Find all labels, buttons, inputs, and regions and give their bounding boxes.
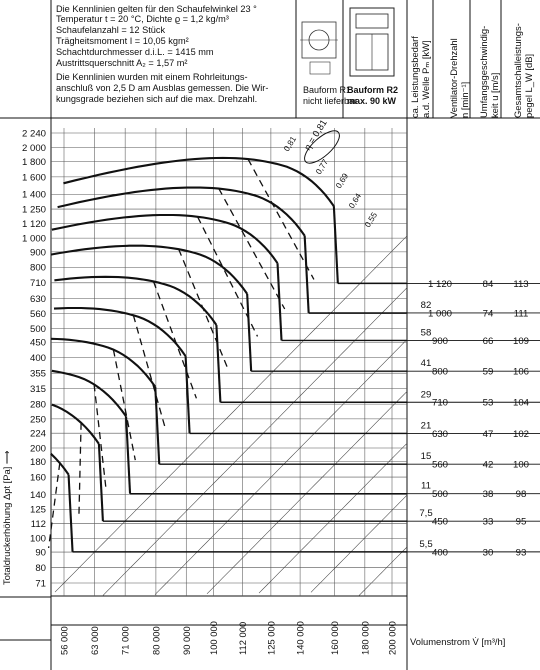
r2-subtitle: max. 90 kW [347, 96, 397, 106]
x-tick-label: 200 000 [386, 621, 398, 655]
y-axis-label: Totaldruckerhöhung Δpt [Pa] ⟶ [1, 450, 12, 585]
x-tick-label: 160 000 [329, 621, 341, 655]
col-power-line2: a.d. Welle Pₘ [kW] [420, 40, 431, 118]
y-tick-label: 1 000 [21, 233, 46, 245]
fan-r2-sketch [356, 14, 388, 28]
circ-speed-value: 53 [482, 397, 494, 409]
y-tick-label: 280 [29, 399, 46, 411]
col-noise-line2: pegel L_W [dB] [523, 53, 534, 118]
y-tick-label: 100 [29, 533, 46, 545]
speed-value: 900 [431, 335, 449, 347]
col-speed-line2: n [min⁻¹] [459, 81, 470, 118]
x-tick-label: 125 000 [265, 621, 277, 655]
col-noise-line1: Gesamtschalleistungs- [512, 23, 523, 118]
efficiency-dash [248, 159, 314, 279]
speed-value: 710 [431, 397, 449, 409]
speed-value: 1 120 [427, 278, 453, 290]
y-tick-label: 315 [29, 384, 46, 396]
y-tick-label: 71 [35, 578, 46, 590]
note-line: Die Kennlinien gelten für den Schaufelwinkel 23 ° [56, 4, 257, 14]
y-tick-label: 400 [29, 353, 46, 365]
power-value: 11 [421, 480, 431, 492]
y-tick-label: 450 [29, 337, 46, 349]
y-tick-label: 200 [29, 443, 46, 455]
noise-level-value: 109 [512, 335, 530, 347]
fan-curve-foot [216, 325, 220, 402]
circ-speed-value: 33 [482, 516, 494, 528]
circ-speed-value: 74 [482, 308, 494, 320]
y-tick-label: 112 [30, 518, 46, 530]
y-tick-label: 250 [29, 414, 46, 426]
y-tick-label: 80 [35, 562, 46, 574]
power-value: 58 [420, 327, 432, 339]
y-tick-label: 1 800 [21, 156, 46, 168]
y-tick-label: 160 [29, 472, 46, 484]
y-tick-label: 180 [29, 457, 46, 469]
y-tick-label: 630 [29, 293, 46, 305]
power-value: 41 [420, 358, 432, 370]
circ-speed-value: 47 [482, 428, 494, 440]
x-tick-label: 140 000 [294, 621, 306, 655]
efficiency-dash [79, 423, 81, 517]
col-circ-line1: Umfangsgeschwindig- [478, 25, 489, 118]
system-curve [103, 288, 407, 596]
noise-level-value: 102 [512, 428, 530, 440]
fan-curve-foot [69, 475, 73, 552]
x-tick-label: 71 000 [119, 626, 131, 655]
efficiency-dash [219, 189, 285, 309]
noise-level-value: 98 [515, 489, 527, 501]
circ-speed-value: 66 [482, 335, 494, 347]
x-tick-label: 63 000 [88, 626, 100, 655]
system-curve [55, 236, 407, 592]
power-value: 5,5 [419, 538, 433, 550]
r2-title: Bauform R2 [347, 85, 399, 95]
power-value: 82 [420, 299, 432, 311]
efficiency-label: 0,69 [334, 171, 351, 191]
fan-r1-sketch [310, 62, 330, 74]
speed-value: 560 [431, 459, 449, 471]
noise-level-value: 93 [515, 547, 527, 559]
x-tick-label: 90 000 [180, 626, 192, 655]
circ-speed-value: 38 [482, 489, 494, 501]
power-value: 15 [420, 451, 432, 463]
power-value: 21 [420, 420, 432, 432]
efficiency-dash [133, 315, 165, 429]
system-curve [207, 391, 407, 593]
speed-value: 400 [431, 547, 449, 559]
efficiency-label: 0,81 [282, 134, 299, 154]
y-tick-label: 140 [29, 489, 46, 501]
fan-curve [52, 405, 99, 444]
x-tick-label: 56 000 [58, 626, 70, 655]
noise-level-value: 106 [512, 366, 530, 378]
note-line: Temperatur t = 20 °C, Dichte ϱ = 1,2 kg/m³ [56, 14, 229, 24]
y-tick-label: 1 400 [21, 189, 46, 201]
fan-curve [51, 246, 247, 294]
col-power-line1: ca. Leistungsbedarf [409, 36, 420, 118]
y-tick-label: 1 600 [21, 172, 46, 184]
speed-value: 1 000 [427, 308, 453, 320]
col-speed-line1: Ventilator-Drehzahl [448, 38, 459, 118]
speed-value: 500 [431, 489, 449, 501]
note-line: Die Kennlinien wurden mit einem Rohrleitungs- [56, 72, 248, 82]
note-line: anschluß von 2,5 D am Ausblas gemessen. Die Wir- [56, 83, 269, 93]
power-value: 29 [420, 389, 432, 401]
note-line: Trägheitsmoment I = 10,05 kgm² [56, 36, 189, 46]
x-tick-label: 80 000 [150, 626, 162, 655]
circ-speed-value: 42 [482, 459, 494, 471]
fan-curve [51, 339, 156, 387]
y-tick-label: 800 [29, 262, 46, 274]
r1-subtitle: nicht lieferbar [303, 96, 358, 106]
power-value: 7,5 [419, 508, 433, 520]
col-circ-line2: keit u [m/s] [489, 72, 500, 118]
system-curve [311, 495, 407, 592]
fan-curve [52, 215, 278, 263]
y-tick-label: 710 [29, 278, 46, 290]
y-tick-label: 560 [29, 309, 46, 321]
noise-level-value: 100 [512, 459, 530, 471]
note-line: Schachtdurchmesser d.i.L. = 1415 mm [56, 47, 214, 57]
system-curve [155, 340, 407, 595]
system-curve [259, 443, 407, 593]
efficiency-label: 0,55 [363, 210, 380, 230]
circ-speed-value: 59 [482, 366, 494, 378]
y-tick-label: 500 [29, 323, 46, 335]
speed-value: 630 [431, 428, 449, 440]
fan-curve-foot [247, 294, 251, 371]
x-tick-label: 180 000 [359, 621, 371, 655]
efficiency-label: η = 0,81 [301, 117, 329, 153]
fan-curve-foot [305, 236, 309, 313]
circ-speed-value: 84 [482, 278, 494, 290]
efficiency-label: 0,77 [314, 157, 331, 177]
fan-curve-foot [99, 444, 103, 521]
r1-title: Bauform R1 [303, 85, 352, 95]
efficiency-dash [154, 281, 197, 398]
speed-value: 800 [431, 366, 449, 378]
noise-level-value: 104 [512, 397, 530, 409]
note-line: Schaufelanzahl = 12 Stück [56, 25, 166, 35]
y-tick-label: 1 120 [21, 218, 46, 230]
fan-curve-foot [278, 263, 282, 340]
note-line: kungsgrade beziehen sich auf die max. Drehzahl. [56, 94, 258, 104]
y-tick-label: 90 [35, 547, 46, 559]
y-tick-label: 355 [29, 368, 46, 380]
circ-speed-value: 30 [482, 547, 494, 559]
noise-level-value: 95 [515, 516, 527, 528]
speed-value: 450 [431, 516, 449, 528]
noise-level-value: 113 [513, 278, 529, 290]
y-tick-label: 1 250 [21, 204, 46, 216]
note-line: Austrittsquerschnitt A₂ = 1,57 m² [56, 58, 188, 68]
y-tick-label: 900 [29, 247, 46, 259]
noise-level-value: 111 [513, 308, 529, 320]
y-tick-label: 224 [29, 428, 46, 440]
y-tick-label: 125 [29, 504, 46, 516]
x-tick-label: 112 000 [237, 621, 249, 655]
efficiency-label: 0,64 [347, 191, 364, 211]
system-curve [359, 547, 407, 596]
y-tick-label: 2 000 [21, 143, 46, 155]
efficiency-dash [49, 463, 60, 548]
fan-curve [54, 277, 216, 325]
y-tick-label: 2 240 [21, 128, 46, 140]
x-tick-label: 100 000 [207, 621, 219, 655]
x-axis-label: Volumenstrom V̇ [m³/h] [410, 636, 506, 647]
fan-curve [63, 158, 334, 206]
fan-curve-foot [126, 416, 130, 493]
